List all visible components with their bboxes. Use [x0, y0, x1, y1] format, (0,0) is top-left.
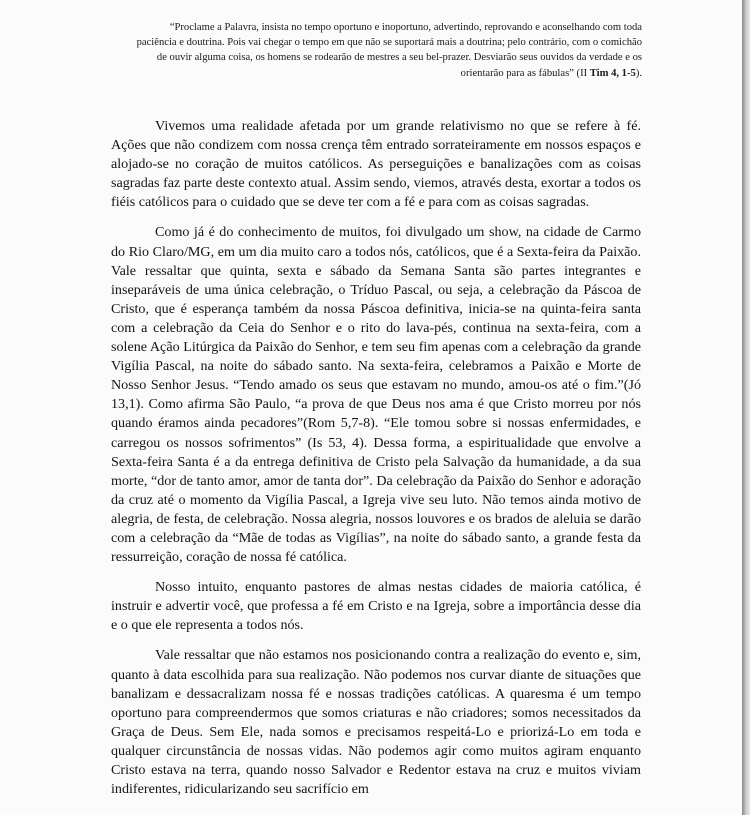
epigraph-quote: “Proclame a Palavra, insista no tempo oportuno e inoportuno, advertindo, reprovando e aconselhando com toda paciência e doutrina. Pois vai chegar o tempo em que não se suportará mais a doutrina; pelo contrário, com o comichão de ouvir alguma coisa, os homens se rodearão de mestres a seu bel-prazer. Desviarão seus ouvidos da verdade e os orientarão para as fábulas”	[136, 22, 642, 79]
epigraph	[128, 20, 642, 81]
epigraph-reference-close: ).	[635, 67, 642, 79]
page-edge-shadow	[742, 0, 750, 815]
paragraph-3: Nosso intuito, enquanto pastores de almas nestas cidades de maioria católica, é instruir e advertir você, que professa a fé em Cristo e na Igreja, sobre a importância desse dia e o que ele representa a todos nós.	[111, 579, 641, 634]
paragraph-2: Como já é do conhecimento de muitos, foi divulgado um show, na cidade de Carmo do Rio Claro/MG, em um dia muito caro a todos nós, católicos, que é a Sexta-feira da Paixão. Vale ressaltar que quinta, sexta e sábado da Semana Santa são partes integrantes e inseparáveis de uma única celebração, o Tríduo Pascal, ou seja, a celebração da Páscoa de Cristo, que é esperança também da nossa Páscoa definitiva, inicia-se na quinta-feira santa com a celebração da Ceia do Senhor e o rito do lava-pés, continua na sexta-feira, com a solene Ação Litúrgica da Paixão do Senhor, e tem seu fim apenas com a celebração da grande Vigília Pascal, na noite do sábado santo. Na sexta-feira, celebramos a Paixão e Morte de Nosso Senhor Jesus. “Tendo amado os seus que estavam no mundo, amou-os até o fim.”(Jó 13,1). Como afirma São Paulo, “a prova de que Deus nos ama é que Cristo morreu por nós quando éramos ainda pecadores”(Rom 5,7-8). “Ele tomou sobre si nossas enfermidades, e carregou os nossos sofrimentos” (Is 53, 4). Dessa forma, a espiritualidade que envolve a Sexta-feira Santa é a da entrega definitiva de Cristo pela Salvação da humanidade, a da sua morte, “dor de tanto amor, amor de tanta dor”. Da celebração da Paixão do Senhor e adoração da cruz até o momento da Vigília Pascal, a Igreja vive seu luto. Não temos ainda motivo de alegria, de festa, de celebração. Nossa alegria, nossos louvores e os brados de aleluia se darão com a celebração da “Mãe de todas as Vigílias”, na noite do sábado santo, a grande festa da ressurreição, coração de nossa fé católica.	[111, 224, 641, 566]
epigraph-reference-open: (II	[573, 67, 590, 79]
body-text	[111, 117, 641, 810]
paragraph-1: Vivemos uma realidade afetada por um grande relativismo no que se refere à fé. Ações que não condizem com nossa crença têm entrado sorrateiramente em nossos espaços e alojado-se no coração de muitos católicos. As perseguições e banalizações com as coisas sagradas faz parte deste contexto atual. Assim sendo, viemos, através desta, exortar a todos os fiéis católicos para o cuidado que se deve ter com a fé e para com as coisas sagradas.	[111, 118, 641, 211]
epigraph-reference: Tim 4, 1-5	[589, 67, 636, 79]
paragraph-4: Vale ressaltar que não estamos nos posicionando contra a realização do evento e, sim, quanto à data escolhida para sua realização. Não podemos nos curvar diante de situações que banalizam e dessacralizam nossa fé e nossas tradições católicas. A quaresma é um tempo oportuno para compreendermos que somos criaturas e não criadores; somos necessitados da Graça de Deus. Sem Ele, nada somos e precisamos respeitá-Lo e priorizá-Lo em toda e qualquer circunstância de nossas vidas. Não podemos agir como muitos agiram enquanto Cristo estava na terra, quando nosso Salvador e Redentor estava na cruz e muitos viviam indiferentes, ridicularizando seu sacrifício em	[111, 647, 641, 798]
